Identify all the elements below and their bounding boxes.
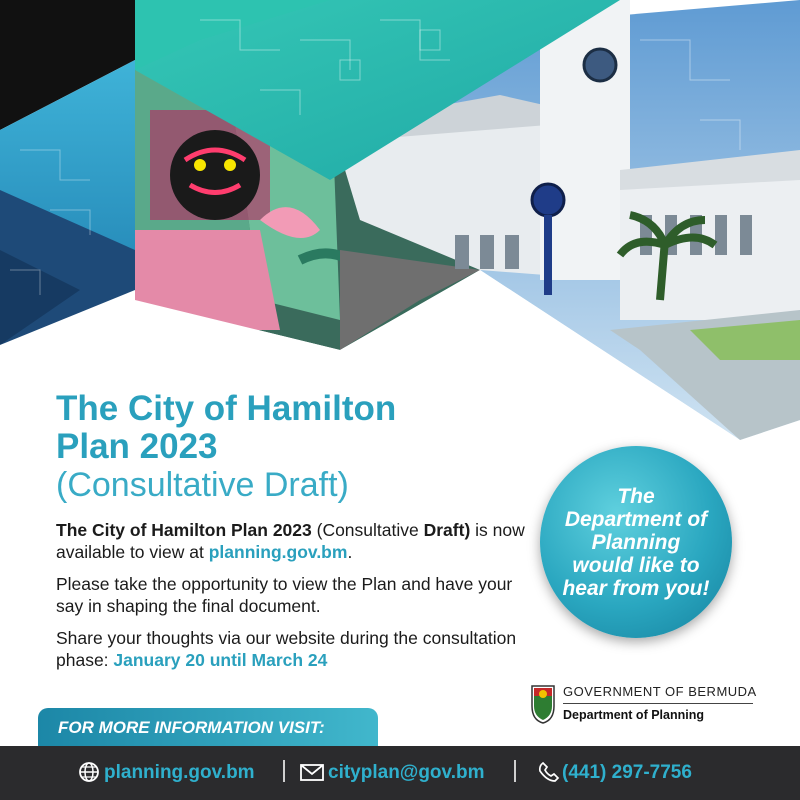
paragraph-availability: The City of Hamilton Plan 2023 (Consultative Draft) is now available to view at planning.gov.bm. xyxy=(56,520,525,562)
department-name: Department of Planning xyxy=(563,708,704,722)
government-name: GOVERNMENT OF BERMUDA xyxy=(563,684,757,699)
footer-phone[interactable]: (441) 297-7756 xyxy=(562,762,692,783)
divider xyxy=(563,703,753,704)
title-line-1: The City of Hamilton xyxy=(56,389,397,428)
footer-bar xyxy=(0,746,800,800)
footer-separator xyxy=(283,760,285,782)
bermuda-crest-icon xyxy=(530,684,556,724)
body-text xyxy=(56,519,526,681)
phone-icon xyxy=(538,761,560,783)
street-clock xyxy=(532,184,564,216)
mask-figure xyxy=(170,130,260,220)
title-line-2: Plan 2023 xyxy=(56,427,218,466)
callout-text: The Department of Planning would like to hear from you! xyxy=(562,484,710,600)
clock-tower xyxy=(540,0,630,280)
tower-clock xyxy=(584,49,616,81)
page-title xyxy=(56,390,396,504)
paragraph-opportunity: Please take the opportunity to view the Plan and have your say in shaping the final document. xyxy=(56,574,513,616)
more-info-banner xyxy=(38,708,378,748)
footer-website-link[interactable]: planning.gov.bm xyxy=(104,762,255,783)
government-logo xyxy=(530,684,770,728)
title-line-3: (Consultative Draft) xyxy=(56,466,349,504)
paragraph-consultation: Share your thoughts via our website during the consultation phase: January 20 until March 24 xyxy=(56,628,517,670)
footer-separator xyxy=(514,760,516,782)
more-info-label: FOR MORE INFORMATION VISIT: xyxy=(58,718,325,737)
globe-icon xyxy=(78,761,100,783)
mail-icon xyxy=(300,764,324,781)
footer-email-link[interactable]: cityplan@gov.bm xyxy=(328,762,485,783)
planning-link[interactable]: planning.gov.bm xyxy=(208,542,348,562)
consultation-dates: January 20 until March 24 xyxy=(113,650,328,670)
callout-circle xyxy=(540,446,732,638)
